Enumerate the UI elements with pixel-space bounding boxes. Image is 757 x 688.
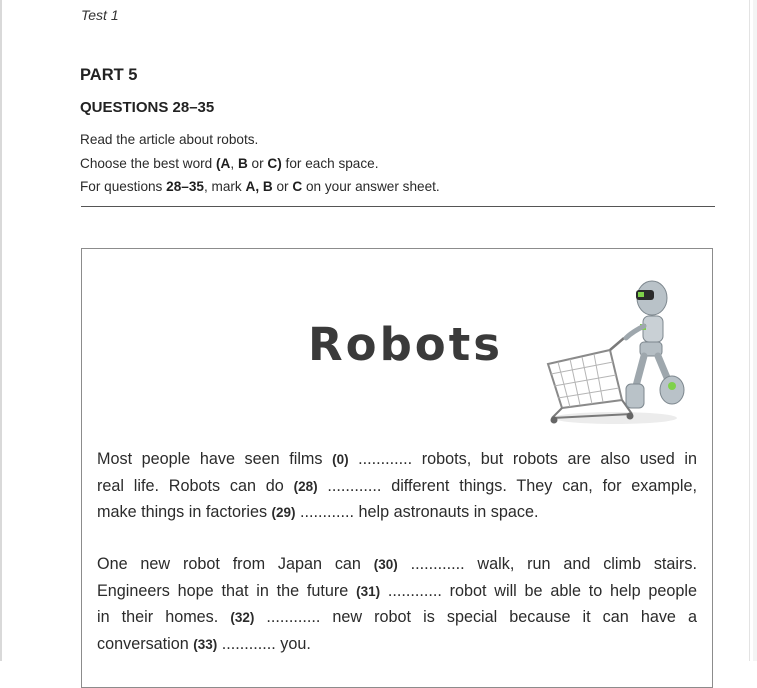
question-number: (28): [293, 478, 318, 494]
question-number: (31): [356, 583, 381, 599]
question-number: (30): [373, 557, 398, 572]
instruction-line-2: [80, 156, 379, 171]
page-edge-right: [749, 0, 750, 661]
line-text: ............ help astronauts in space.: [295, 503, 539, 521]
line-text: ............ robots, but robots are also used in: [348, 450, 697, 468]
instruction-text: , mark: [203, 179, 246, 194]
instruction-text: or: [247, 156, 268, 171]
paragraph-line: [97, 446, 697, 473]
line-text: Most people have seen films: [97, 450, 333, 468]
line-text: make things in factories: [97, 503, 272, 521]
instruction-text: Choose the best word: [80, 156, 217, 171]
instruction-line-3: [80, 179, 440, 194]
paragraph-line: [97, 604, 697, 631]
page-edge-shadow: [753, 0, 757, 661]
paragraph-line: [97, 499, 697, 526]
question-number: (32): [230, 610, 255, 625]
instruction-bold: (A: [216, 156, 231, 171]
instruction-bold: A,: [245, 179, 260, 194]
line-text: One new robot from Japan can: [97, 555, 374, 573]
question-number: (0): [332, 452, 349, 467]
robot-pushing-shopping-cart-icon: [540, 268, 690, 428]
instruction-text: or: [272, 179, 293, 194]
instruction-text: on your answer sheet.: [302, 179, 440, 194]
article-title: Robots: [308, 318, 503, 371]
line-text: real life. Robots can do: [97, 476, 294, 495]
instruction-bold: B: [237, 156, 248, 171]
instruction-line-1: Read the article about robots.: [80, 132, 259, 147]
paragraph-line: [97, 578, 697, 605]
instruction-bold: B: [262, 179, 273, 194]
paragraph-line: [97, 473, 697, 500]
line-text: ............ walk, run and climb stairs.: [397, 555, 697, 573]
section-divider: [81, 206, 715, 207]
article-paragraph-2: [97, 551, 697, 657]
instruction-bold: 28–35: [166, 179, 204, 194]
paragraph-line: [97, 551, 697, 578]
line-text: ............ different things. They can, for example,: [317, 476, 697, 495]
line-text: ............ new robot is special because it can have a: [254, 608, 697, 626]
instruction-bold: C: [292, 179, 303, 194]
line-text: ............ you.: [217, 634, 311, 653]
line-text: in their homes.: [97, 608, 231, 626]
article-paragraph-1: [97, 446, 697, 526]
part-title: PART 5: [80, 66, 138, 84]
instruction-bold: C): [267, 156, 282, 171]
page-edge-left: [0, 0, 2, 661]
line-text: conversation: [97, 634, 194, 653]
questions-title: QUESTIONS 28–35: [80, 99, 215, 116]
instruction-text: for each space.: [281, 156, 379, 171]
instruction-text: ,: [230, 156, 238, 171]
running-head: Test 1: [81, 7, 119, 23]
instruction-text: For questions: [80, 179, 167, 194]
paragraph-line: [97, 631, 697, 658]
question-number: (29): [271, 505, 296, 520]
line-text: Engineers hope that in the future: [97, 581, 357, 600]
line-text: ............ robot will be able to help people: [380, 581, 697, 600]
question-number: (33): [193, 636, 218, 652]
